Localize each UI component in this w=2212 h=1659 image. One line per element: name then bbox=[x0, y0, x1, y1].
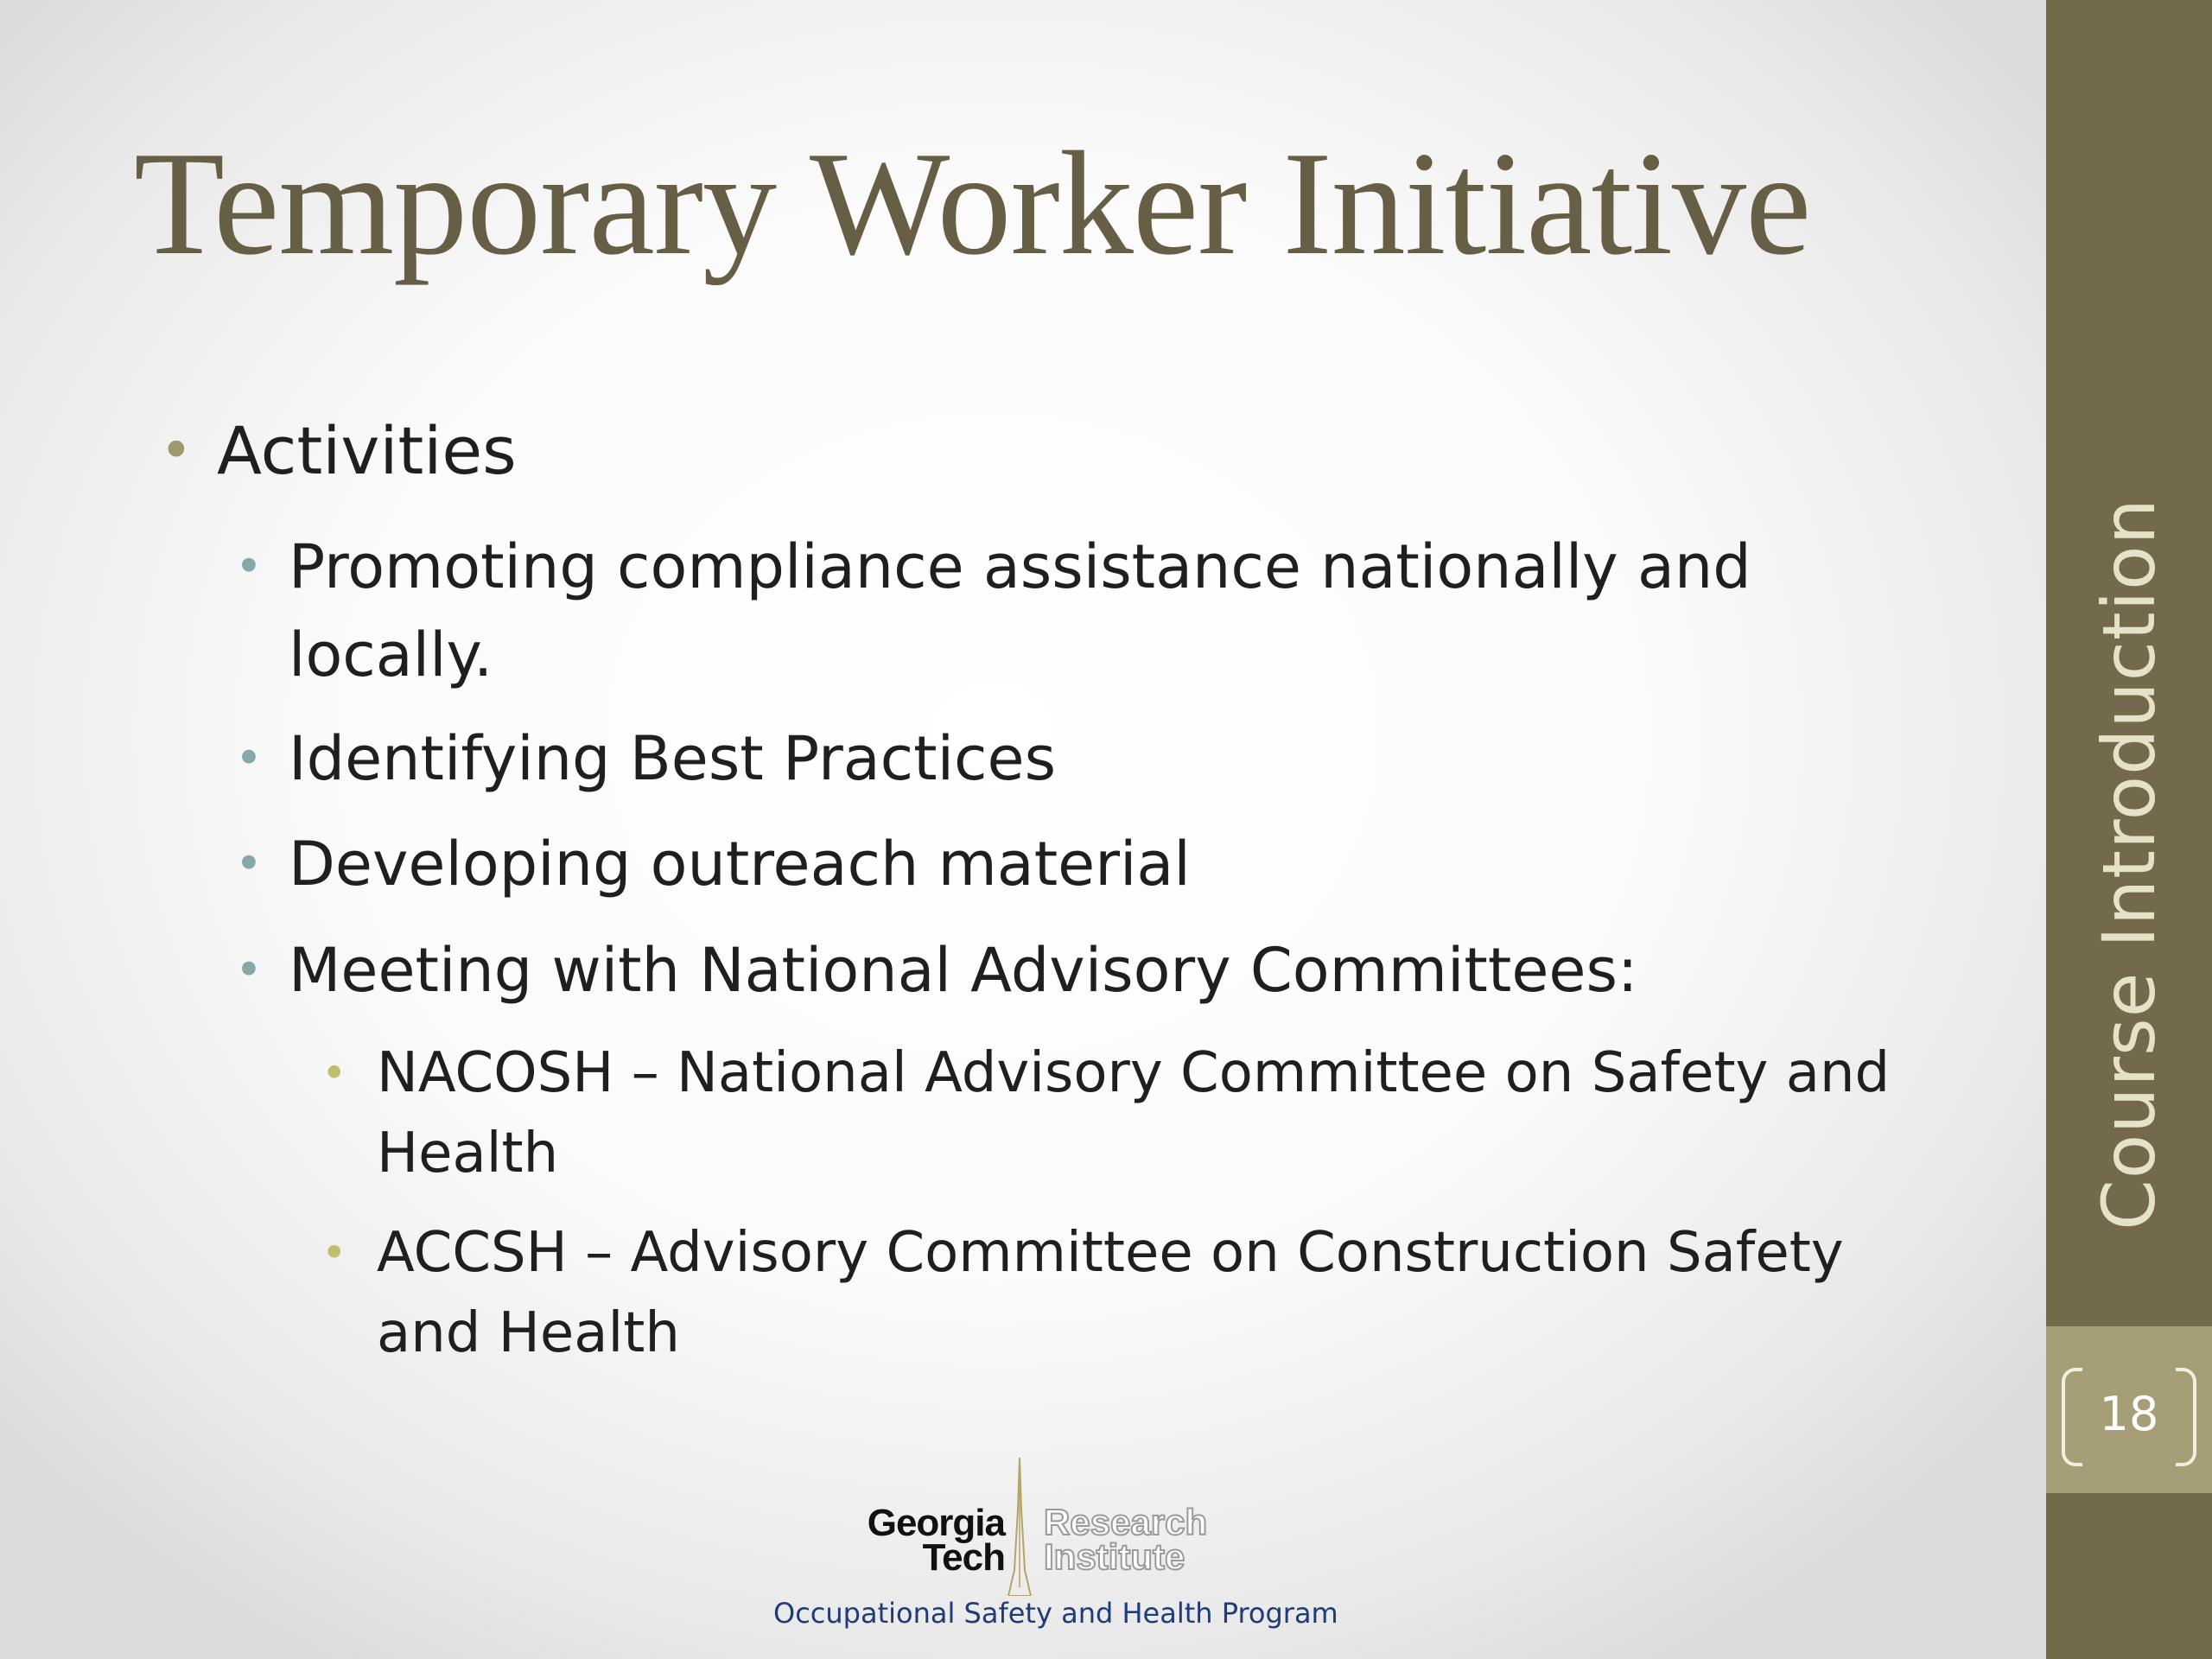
bullet-dot-icon: • bbox=[321, 1048, 347, 1098]
bullet-activities bbox=[160, 399, 517, 503]
page-number: 18 bbox=[2099, 1387, 2159, 1441]
section-label: Course Introduction bbox=[2087, 498, 2171, 1230]
program-caption: Occupational Safety and Health Program bbox=[773, 1597, 1338, 1630]
bullet-text: ACCSH – Advisory Committee on Construction Safety and Health bbox=[377, 1221, 1844, 1365]
page-number-box bbox=[2046, 1326, 2212, 1493]
bullet-promoting-compliance bbox=[235, 523, 1751, 699]
bullet-dot-icon: • bbox=[235, 539, 263, 594]
bullet-text: Activities bbox=[217, 412, 517, 489]
bullet-dot-icon: • bbox=[235, 731, 263, 785]
logo-tech-text: Tech bbox=[922, 1536, 1005, 1579]
bullet-dot-icon: • bbox=[160, 419, 193, 483]
spire-icon bbox=[1007, 1458, 1033, 1596]
logo-research-text: Research bbox=[1044, 1502, 1208, 1542]
bullet-text: Developing outreach material bbox=[289, 829, 1191, 899]
bullet-text: Meeting with National Advisory Committees: bbox=[289, 935, 1638, 1006]
bullet-dot-icon: • bbox=[321, 1228, 347, 1278]
bullet-text: NACOSH – National Advisory Committee on Safety and Health bbox=[377, 1041, 1891, 1185]
bullet-text: Promoting compliance assistance nationally and locally. bbox=[289, 531, 1751, 690]
bullet-best-practices bbox=[235, 715, 1056, 803]
bullet-advisory-committees bbox=[235, 926, 1638, 1014]
bullet-dot-icon: • bbox=[235, 836, 263, 891]
bullet-outreach-material bbox=[235, 820, 1191, 908]
logo-georgia-text: Georgia bbox=[867, 1502, 1005, 1544]
bullet-nacosh bbox=[321, 1033, 1890, 1194]
slide-title: Temporary Worker Initiative bbox=[134, 122, 1811, 286]
logo-institute-text: Institute bbox=[1044, 1536, 1185, 1577]
bullet-text: Identifying Best Practices bbox=[289, 723, 1057, 794]
georgia-tech-research-institute-logo bbox=[773, 1456, 1338, 1637]
bullet-accsh bbox=[321, 1213, 1844, 1374]
bullet-dot-icon: • bbox=[235, 943, 263, 997]
